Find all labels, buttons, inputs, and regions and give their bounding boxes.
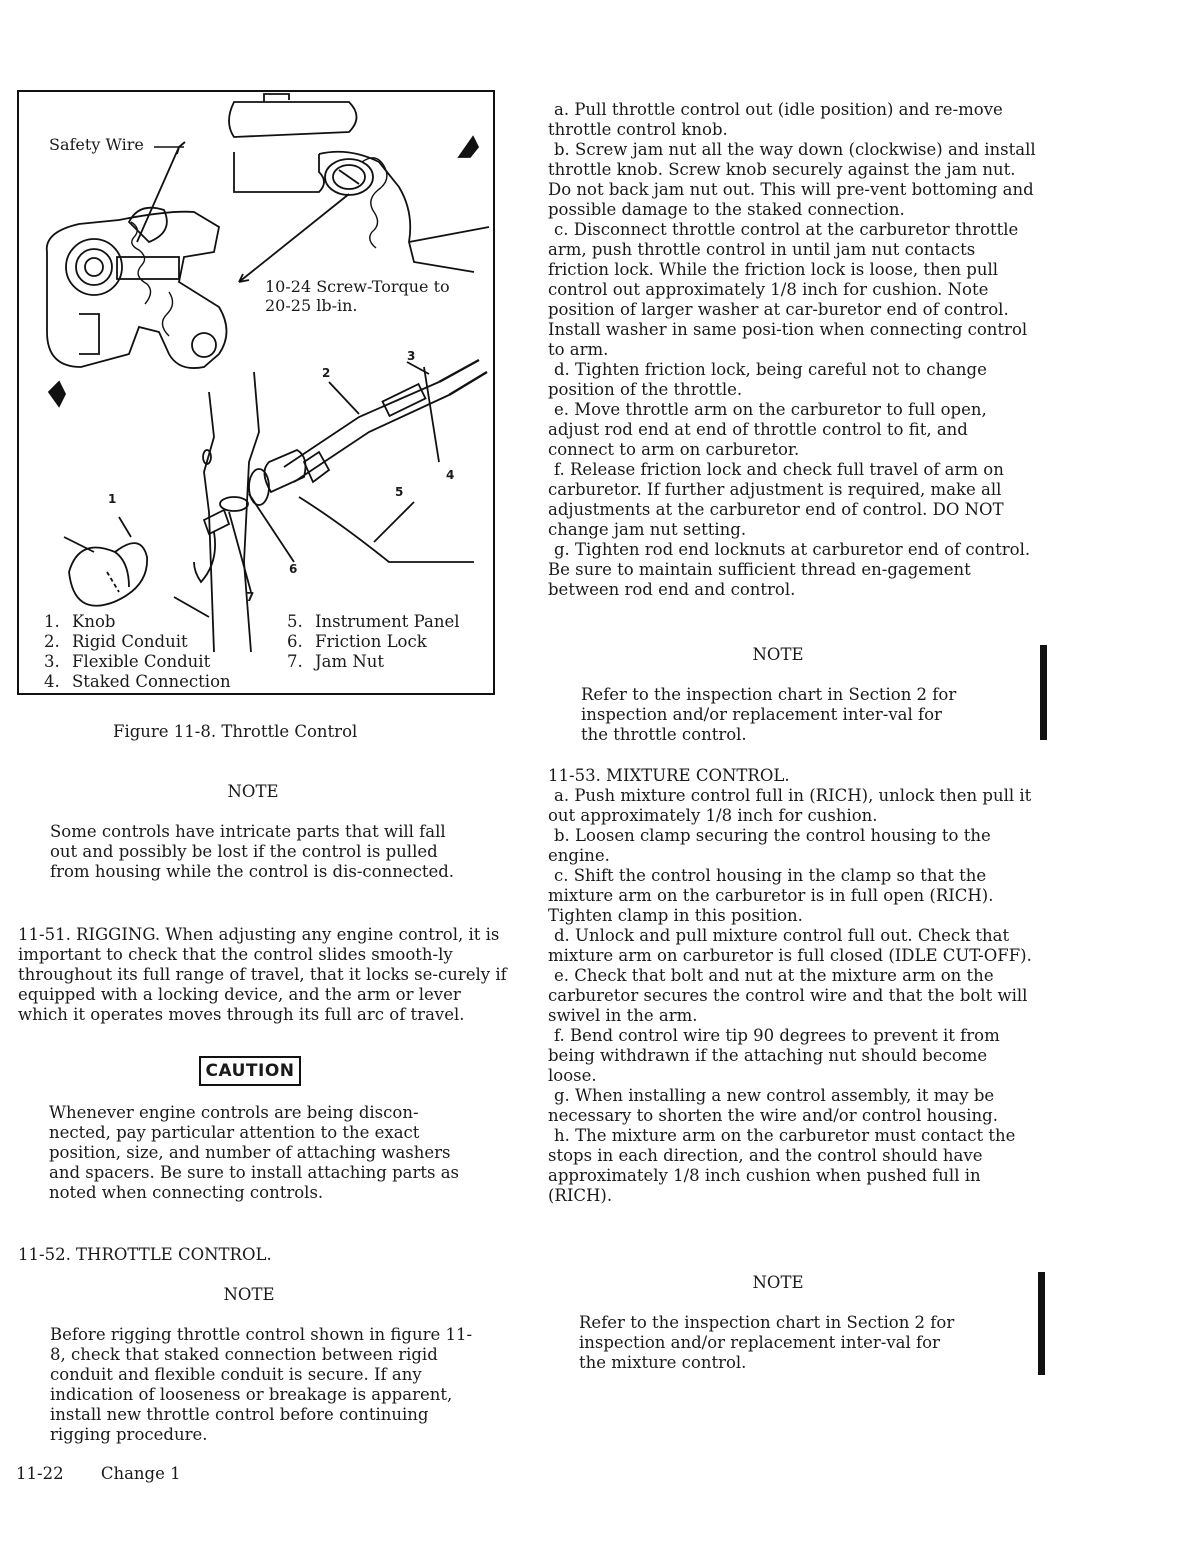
note-title: NOTE [752, 645, 804, 664]
legend-item: 7. Jam Nut [287, 652, 385, 671]
list-item: e. Move throttle arm on the carburetor to full open, adjust rod end at end of throttle control to fit, and connect to arm on carburetor. [548, 400, 987, 459]
figure-legend-left [44, 612, 231, 692]
list-item: f. Bend control wire tip 90 degrees to prevent it from being withdrawn if the attaching nut should become loose. [548, 1026, 1000, 1085]
note-title: NOTE [227, 782, 279, 801]
legend-item: 6. Friction Lock [287, 632, 427, 651]
throttle-assembly [49, 360, 487, 652]
callout-4: 4 [446, 468, 455, 482]
callout-1: 1 [108, 492, 117, 506]
change-bar [1038, 1272, 1045, 1375]
list-item: g. When installing a new control assembly, it may be necessary to shorten the wire and/or control housing. [548, 1086, 998, 1125]
list-item: d. Unlock and pull mixture control full out. Check that mixture arm on carburetor is full closed (IDLE CUT-OFF). [548, 926, 1032, 965]
note-body: Before rigging throttle control shown in figure 11-8, check that staked connection between rigid conduit and flexible conduit is secure. If any indication of looseness or breakage is apparent, install new throttle control before continuing rigging procedure. [50, 1325, 473, 1444]
legend-item: 5. Instrument Panel [287, 612, 460, 631]
list-item: d. Tighten friction lock, being careful not to change position of the throttle. [548, 360, 987, 399]
caution-badge: CAUTION [199, 1056, 301, 1086]
safety-wire-detail-left [47, 142, 227, 368]
screw-torque-detail [229, 94, 489, 282]
screw-torque-label-line1: 10-24 Screw-Torque to [265, 277, 450, 296]
list-item: c. Shift the control housing in the clamp so that the mixture arm on the carburetor is in full open (RICH). Tighten clamp in this position. [548, 866, 994, 925]
rigging-paragraph: 11-51. RIGGING. When adjusting any engine control, it is important to check that the control slides smooth-ly throughout its full range of travel, that it locks se-curely if equipped with a locking device, and the arm or lever which it operates moves through its full arc of travel. [18, 925, 507, 1024]
caution-body: Whenever engine controls are being discon-nected, pay particular attention to the exact position, size, and number of attaching washers and spacers. Be sure to install attaching parts as noted when connecting controls. [49, 1103, 460, 1202]
list-item: h. The mixture arm on the carburetor must contact the stops in each direction, and the control should have approximately 1/8 inch cushion when pushed full in (RICH). [548, 1126, 1016, 1205]
figure-legend-right [287, 612, 460, 672]
callout-2: 2 [322, 366, 331, 380]
legend-item: 1. Knob [44, 612, 116, 631]
legend-item: 2. Rigid Conduit [44, 632, 188, 651]
list-item: a. Pull throttle control out (idle position) and re-move throttle control knob. [548, 100, 1003, 139]
note-body: Refer to the inspection chart in Section 2 for inspection and/or replacement inter-val for the mixture control. [579, 1313, 955, 1372]
screw-torque-label-line2: 20-25 lb-in. [265, 296, 358, 315]
list-item: f. Release friction lock and check full travel of arm on carburetor. If further adjustment is required, make all adjustments at the carburetor end of control. DO NOT change jam nut setting. [548, 460, 1004, 539]
legend-item: 4. Staked Connection [44, 672, 231, 691]
mixture-section [548, 766, 1038, 1206]
callout-7: 7 [246, 590, 255, 604]
list-item: c. Disconnect throttle control at the carburetor throttle arm, push throttle control in until jam nut contacts friction lock. While the friction lock is loose, then pull control out approximately 1/8 inch for cushion. Note position of larger washer at car-buretor end of control. Install washer in same posi-tion when connecting control to arm. [548, 220, 1028, 359]
change-notice: Change 1 [100, 1464, 181, 1483]
throttle-steps [548, 100, 1038, 600]
throttle-control-heading: 11-52. THROTTLE CONTROL. [18, 1245, 272, 1264]
safety-wire-label: Safety Wire [49, 135, 144, 154]
figure-caption: Figure 11-8. Throttle Control [113, 722, 358, 741]
list-item: a. Push mixture control full in (RICH), unlock then pull it out approximately 1/8 inch for cushion. [548, 786, 1032, 825]
note-title: NOTE [223, 1285, 275, 1304]
note-body: Refer to the inspection chart in Section 2 for inspection and/or replacement inter-val for the throttle control. [581, 685, 957, 744]
figure-11-8 [17, 90, 495, 695]
legend-item: 3. Flexible Conduit [44, 652, 211, 671]
callout-3: 3 [407, 349, 416, 363]
list-item: e. Check that bolt and nut at the mixture arm on the carburetor secures the control wire and that the bolt will swivel in the arm. [548, 966, 1028, 1025]
list-item: g. Tighten rod end locknuts at carburetor end of control. Be sure to maintain sufficient thread en-gagement between rod end and control. [548, 540, 1031, 599]
throttle-control-illustration [19, 92, 493, 693]
note-body: Some controls have intricate parts that will fall out and possibly be lost if the control is pulled from housing while the control is dis-connected. [50, 822, 455, 881]
list-item: b. Loosen clamp securing the control housing to the engine. [548, 826, 991, 865]
callout-5: 5 [395, 485, 404, 499]
mixture-control-heading: 11-53. MIXTURE CONTROL. [548, 766, 790, 785]
list-item: b. Screw jam nut all the way down (clockwise) and install throttle knob. Screw knob securely against the jam nut. Do not back jam nut out. This will pre-vent bottoming and possible damage to the staked connection. [548, 140, 1036, 219]
note-title: NOTE [752, 1273, 804, 1292]
change-bar [1040, 645, 1047, 740]
page-footer [16, 1464, 213, 1483]
callout-6: 6 [289, 562, 298, 576]
page-number: 11-22 [16, 1464, 64, 1483]
